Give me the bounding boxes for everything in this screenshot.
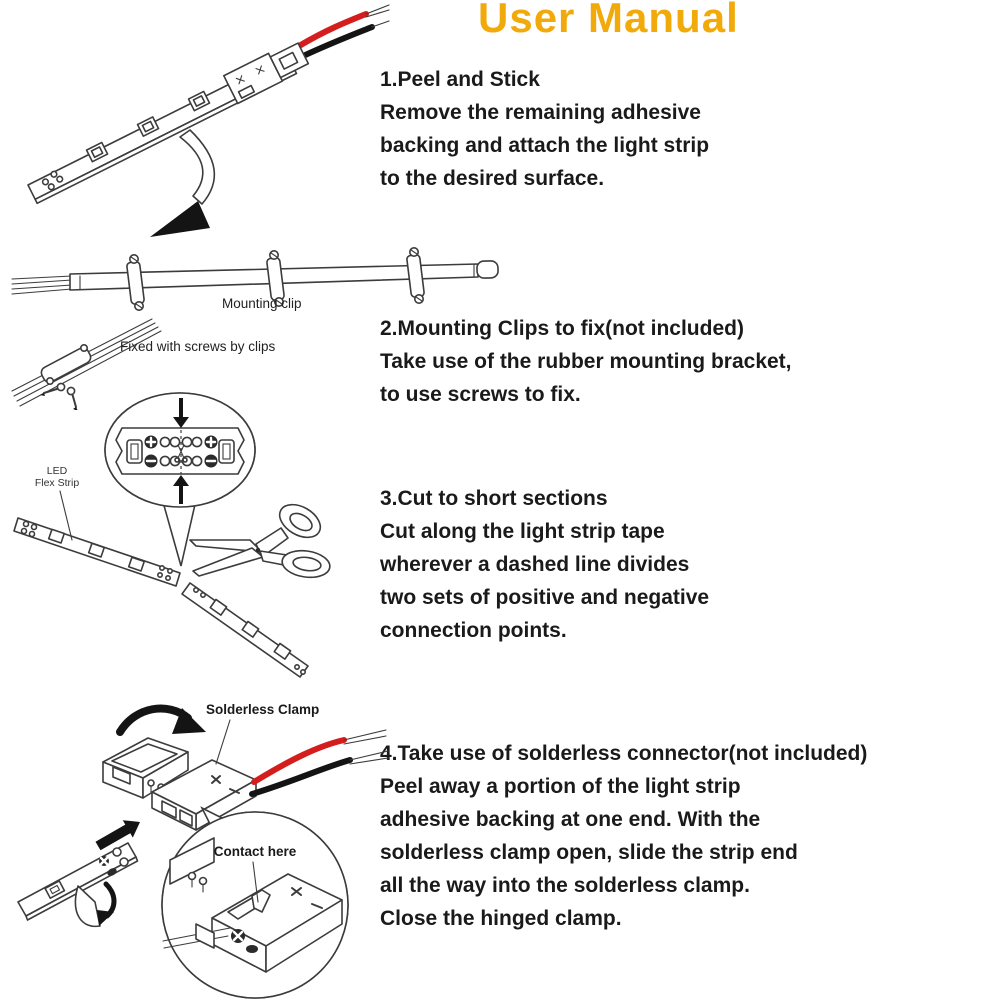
led-flex-strip-label: Flex Strip	[34, 477, 80, 489]
step-4-heading: 4.Take use of solderless connector(not included)	[380, 742, 868, 765]
close-lid-arrow-icon	[120, 708, 206, 734]
step-2-line: to use screws to fix.	[380, 383, 581, 406]
peel-arrow-icon	[150, 130, 214, 237]
step-4-line: adhesive backing at one end. With the	[380, 808, 761, 831]
minus-pad	[205, 455, 218, 468]
illustration-solderless-connector	[0, 690, 390, 1000]
step-1-line: to the desired surface.	[380, 167, 605, 190]
illustration-mounting-clips	[0, 245, 520, 410]
mounting-clip	[126, 255, 144, 310]
plus-pad	[205, 436, 218, 449]
contact-magnifier-circle	[162, 808, 348, 998]
strip-connector	[224, 39, 310, 103]
step-1-line: backing and attach the light strip	[380, 134, 710, 157]
illustration-peel-and-stick	[0, 0, 390, 245]
step-1-heading: 1.Peel and Stick	[380, 68, 540, 91]
step-4-line: solderless clamp open, slide the strip end	[380, 841, 798, 864]
step-1-line: Remove the remaining adhesive	[380, 101, 701, 124]
insert-arrow-icon	[96, 820, 141, 850]
magnified-strip	[116, 428, 244, 474]
step-2-line: Take use of the rubber mounting bracket,	[380, 350, 792, 373]
step-1-text	[380, 63, 709, 195]
illustration-cut-sections	[0, 390, 390, 690]
step-3-line: wherever a dashed line divides	[380, 553, 690, 576]
step-3-text	[380, 482, 709, 647]
adhesive-backing-flap	[75, 886, 100, 926]
step-2-heading: 2.Mounting Clips to fix(not included)	[380, 317, 744, 340]
solderless-clamp-label: Solderless Clamp	[206, 702, 320, 717]
page-title: User Manual	[478, 0, 739, 41]
strip-wires	[12, 276, 72, 294]
strip-end-cap	[477, 261, 498, 279]
led-strip	[24, 39, 311, 203]
led-flex-strip-label: LED	[46, 465, 68, 477]
step-4-line: all the way into the solderless clamp.	[380, 874, 750, 897]
contact-here-label: Contact here	[213, 844, 297, 859]
step-3-line: two sets of positive and negative	[380, 586, 710, 609]
left-strip-piece	[14, 518, 180, 586]
step-4-line: Close the hinged clamp.	[380, 907, 622, 930]
plus-pad	[145, 436, 158, 449]
label-pointer-line	[216, 720, 230, 764]
mounting-clip	[406, 248, 424, 303]
step-3-line: connection points.	[380, 619, 567, 642]
step-4-line: Peel away a portion of the light strip	[380, 775, 741, 798]
step-3-heading: 3.Cut to short sections	[380, 487, 608, 510]
step-3-line: Cut along the light strip tape	[380, 520, 665, 543]
right-strip-piece	[182, 583, 308, 677]
scissors-icon	[190, 498, 332, 580]
minus-pad	[145, 455, 158, 468]
peel-backing-arrow-icon	[97, 884, 114, 926]
fixed-with-screws-label: Fixed with screws by clips	[120, 339, 276, 354]
step-4-text	[380, 737, 867, 935]
mounting-clip-label: Mounting clip	[222, 296, 302, 311]
